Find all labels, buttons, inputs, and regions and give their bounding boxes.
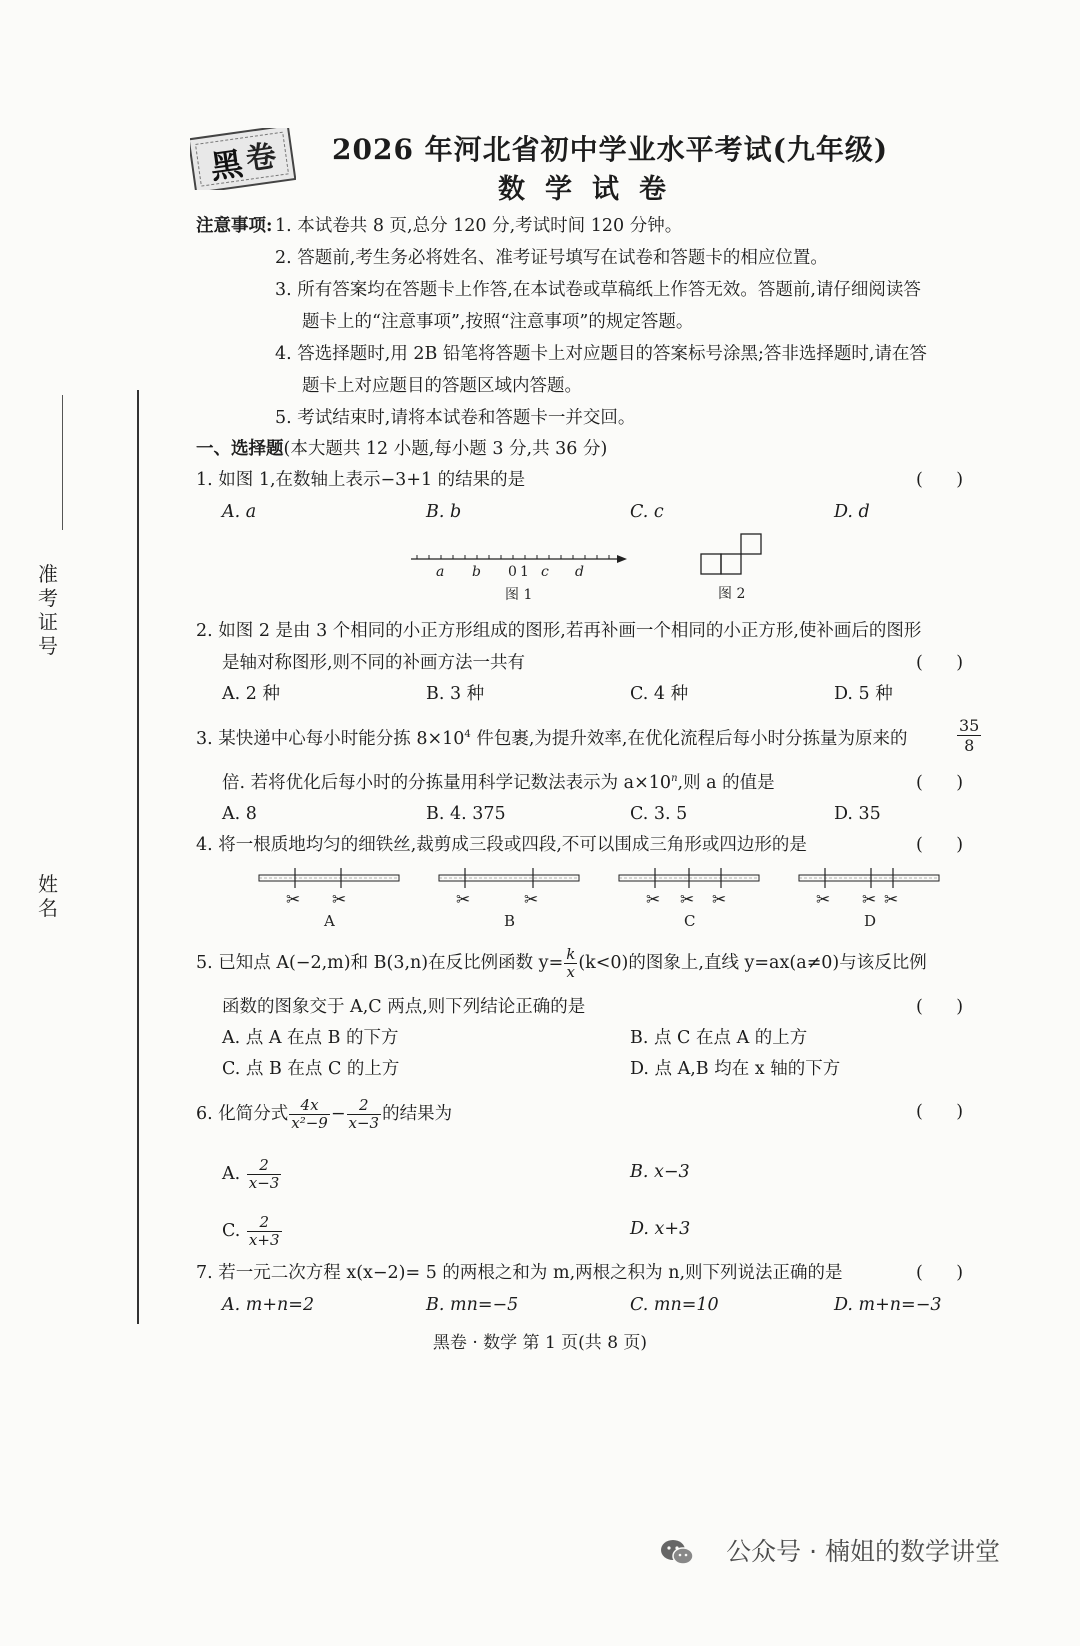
- q6-option-b[interactable]: B. x−3: [630, 1162, 690, 1182]
- page-footer: 黑卷 · 数学 第 1 页(共 8 页): [432, 1333, 648, 1353]
- q6-option-d[interactable]: D. x+3: [630, 1219, 691, 1239]
- q4-label-d: D: [864, 912, 877, 930]
- q3-line1-text: 3. 某快递中心每小时能分拣 8×10: [196, 729, 465, 749]
- q6-f1-num: 4x: [289, 1097, 330, 1115]
- q3-answer-paren[interactable]: ( ): [916, 773, 964, 793]
- exam-title: 2026 年河北省初中学业水平考试(九年级): [332, 133, 889, 166]
- q5-line1-a: 5. 已知点 A(−2,m)和 B(3,n)在反比例函数 y=: [196, 953, 564, 973]
- scissors-icon: ✂: [884, 890, 899, 910]
- q6-minus: −: [330, 1104, 346, 1124]
- q2-option-a[interactable]: A. 2 种: [222, 684, 280, 704]
- q1-option-b[interactable]: B. b: [426, 502, 462, 522]
- name-label: 姓名: [38, 872, 68, 920]
- q3-line2-b: ,则 a 的值是: [677, 773, 775, 793]
- figure-2-caption: 图 2: [718, 586, 746, 602]
- section-heading-note: (本大题共 12 小题,每小题 3 分,共 36 分): [283, 439, 608, 459]
- axis-arrow: [617, 555, 627, 563]
- binding-line: [137, 390, 139, 1324]
- q5-option-b[interactable]: B. 点 C 在点 A 的上方: [630, 1028, 808, 1048]
- q6-f2-num: 2: [347, 1097, 382, 1115]
- q6-optA-num: 2: [247, 1157, 282, 1175]
- q5-frac-num: k: [566, 945, 576, 963]
- axis-label-b: b: [472, 564, 481, 580]
- q1-stem: 1. 如图 1,在数轴上表示−3+1 的结果的是: [196, 470, 526, 490]
- figure-1-number-line: [405, 545, 635, 605]
- q6-optA-den: x−3: [248, 1174, 280, 1192]
- note-5: 5. 考试结束时,请将本试卷和答题卡一并交回。: [275, 408, 636, 428]
- q3-option-d[interactable]: D. 35: [834, 804, 881, 824]
- axis-label-1: 1: [520, 564, 529, 580]
- q4-figure-c: [615, 866, 765, 930]
- q6-answer-paren[interactable]: ( ): [916, 1102, 964, 1122]
- logo-text-char-2: 卷: [243, 138, 279, 178]
- q1-answer-paren[interactable]: ( ): [916, 470, 964, 490]
- margin-fill-line: [62, 395, 63, 530]
- watermark-text: 公众号 · 楠姐的数学讲堂: [726, 1537, 1000, 1566]
- axis-label-0: 0: [508, 564, 517, 580]
- figure-2-squares: [695, 530, 775, 606]
- q3-frac-num: 35: [959, 716, 980, 735]
- q7-answer-paren[interactable]: ( ): [916, 1263, 964, 1283]
- q2-option-d[interactable]: D. 5 种: [834, 684, 893, 704]
- q6-option-c[interactable]: [222, 1214, 283, 1249]
- q5-fraction: [564, 946, 577, 981]
- q5-option-c[interactable]: C. 点 B 在点 C 的上方: [222, 1059, 400, 1079]
- q3-frac-den: 8: [964, 736, 975, 755]
- q6-f1-den: x²−9: [291, 1114, 328, 1132]
- q7-option-a[interactable]: A. m+n=2: [222, 1295, 315, 1315]
- q5-answer-paren[interactable]: ( ): [916, 997, 964, 1017]
- heijuan-logo-stamp: [190, 128, 296, 190]
- note-4-cont: 题卡上对应题目的答题区域内答题。: [302, 376, 582, 396]
- axis-label-d: d: [575, 564, 584, 580]
- logo-text-char-1: 黑: [208, 144, 246, 187]
- q6-fraction-2: [347, 1097, 382, 1132]
- scissors-icon: ✂: [524, 890, 539, 910]
- q6-f2-den: x−3: [348, 1114, 380, 1132]
- q3-option-c[interactable]: C. 3. 5: [630, 804, 688, 824]
- note-1: 1. 本试卷共 8 页,总分 120 分,考试时间 120 分钟。: [275, 216, 683, 236]
- q3-line2-exp: n: [671, 773, 678, 785]
- q3-option-b[interactable]: B. 4. 375: [426, 804, 506, 824]
- exam-subtitle: 数学试卷: [498, 174, 686, 205]
- square-2: [721, 554, 741, 574]
- scissors-icon: ✂: [680, 890, 695, 910]
- q4-label-c: C: [684, 912, 696, 930]
- q3-line1-rest: 件包裹,为提升效率,在优化流程后每小时分拣量为原来的: [470, 729, 908, 749]
- q3-stem-line1: [196, 724, 907, 754]
- wechat-icon: [659, 1538, 695, 1568]
- q6-option-a[interactable]: [222, 1157, 282, 1192]
- square-3: [741, 534, 761, 554]
- q7-option-d[interactable]: D. m+n=−3: [834, 1295, 942, 1315]
- note-3-cont: 题卡上的“注意事项”,按照“注意事项”的规定答题。: [302, 312, 694, 332]
- figure-1-caption: 图 1: [505, 587, 533, 603]
- q3-line2-a: 倍. 若将优化后每小时的分拣量用科学记数法表示为 a×10: [222, 773, 672, 793]
- q6-optA-label: A.: [222, 1164, 241, 1184]
- scissors-icon: ✂: [286, 890, 301, 910]
- q5-frac-den: x: [566, 963, 576, 981]
- q5-stem-line2: 函数的图象交于 A,C 两点,则下列结论正确的是: [222, 997, 586, 1017]
- note-2: 2. 答题前,考生务必将姓名、准考证号填写在试卷和答题卡的相应位置。: [275, 248, 828, 268]
- q4-stem: 4. 将一根质地均匀的细铁丝,裁剪成三段或四段,不可以围成三角形或四边形的是: [196, 835, 807, 855]
- notes-label: 注意事项:: [196, 216, 273, 236]
- q6-optA-fraction: [247, 1157, 282, 1192]
- scissors-icon: ✂: [816, 890, 831, 910]
- q7-option-c[interactable]: C. mn=10: [630, 1295, 719, 1315]
- section-heading: [196, 434, 607, 464]
- q2-stem-line2: 是轴对称图形,则不同的补画方法一共有: [222, 653, 526, 673]
- note-3: 3. 所有答案均在答题卡上作答,在本试卷或草稿纸上作答无效。答题前,请仔细阅读答: [275, 280, 921, 300]
- scissors-icon: ✂: [862, 890, 877, 910]
- q6-optC-fraction: [247, 1214, 282, 1249]
- scissors-icon: ✂: [712, 890, 727, 910]
- scissors-icon: ✂: [456, 890, 471, 910]
- q6-stem-a: 6. 化简分式: [196, 1104, 289, 1124]
- q6-fraction-1: [289, 1097, 330, 1132]
- scissors-icon: ✂: [332, 890, 347, 910]
- note-4: 4. 答选择题时,用 2B 铅笔将答题卡上对应题目的答案标号涂黑;答非选择题时,请在答: [275, 344, 927, 364]
- exam-id-label: 准考证号: [38, 562, 58, 658]
- q3-option-a[interactable]: A. 8: [222, 804, 257, 824]
- q1-option-d[interactable]: D. d: [834, 502, 870, 522]
- q6-stem-b: 的结果为: [382, 1104, 453, 1124]
- q4-figure-a: [255, 866, 405, 930]
- q2-option-c[interactable]: C. 4 种: [630, 684, 689, 704]
- scissors-icon: ✂: [646, 890, 661, 910]
- q7-option-b[interactable]: B. mn=−5: [426, 1295, 519, 1315]
- axis-label-c: c: [541, 564, 549, 580]
- q5-option-a[interactable]: A. 点 A 在点 B 的下方: [222, 1028, 399, 1048]
- q5-stem-line1: [196, 946, 927, 981]
- q4-figure-d: [795, 866, 945, 930]
- q6-optC-label: C.: [222, 1221, 241, 1241]
- q2-answer-paren[interactable]: ( ): [916, 653, 964, 673]
- q6-optC-den: x+3: [248, 1231, 280, 1249]
- q4-label-a: A: [324, 912, 335, 930]
- q4-answer-paren[interactable]: ( ): [916, 835, 964, 855]
- q4-figure-b: [435, 866, 585, 930]
- q1-option-c[interactable]: C. c: [630, 502, 664, 522]
- q7-stem: 7. 若一元二次方程 x(x−2)= 5 的两根之和为 m,两根之积为 n,则下列说法正确的是: [196, 1263, 843, 1283]
- axis-label-a: a: [436, 564, 445, 580]
- q3-fraction: [957, 716, 981, 755]
- q3-line1-exp: 4: [464, 729, 471, 741]
- q6-stem: [196, 1097, 452, 1132]
- q2-option-b[interactable]: B. 3 种: [426, 684, 485, 704]
- square-1: [701, 554, 721, 574]
- q5-option-d[interactable]: D. 点 A,B 均在 x 轴的下方: [630, 1059, 841, 1079]
- q4-label-b: B: [504, 912, 516, 930]
- q5-line1-b: (k<0)的图象上,直线 y=ax(a≠0)与该反比例: [578, 953, 927, 973]
- q6-optC-num: 2: [247, 1214, 282, 1232]
- q1-option-a[interactable]: A. a: [222, 502, 257, 522]
- q3-stem-line2: [222, 768, 775, 798]
- section-heading-title: 一、选择题: [196, 439, 284, 459]
- q2-stem-line1: 2. 如图 2 是由 3 个相同的小正方形组成的图形,若再补画一个相同的小正方形,使补画后的图形: [196, 621, 922, 641]
